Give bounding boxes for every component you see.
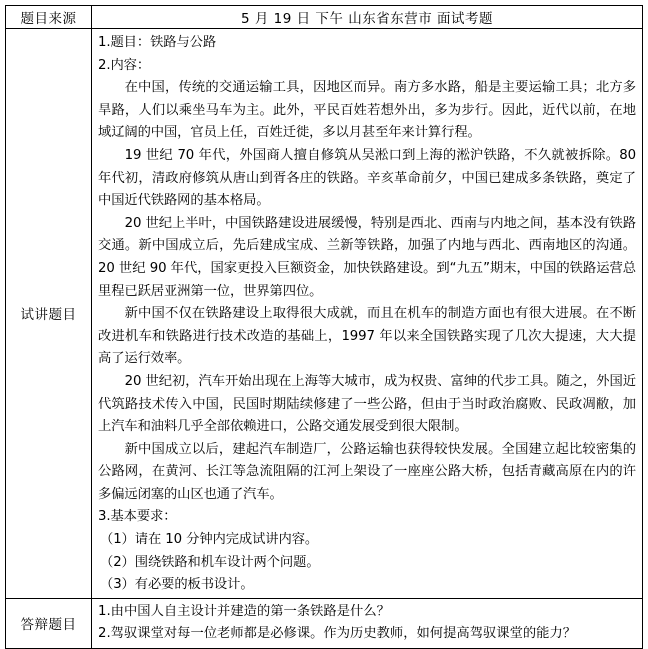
- content-paragraph: 在中国，传统的交通运输工具，因地区而异。南方多水路，船是主要运输工具；北方多旱路，人们以乘坐马车为主。此外，平民百姓若想外出，多为步行。因此，近代以前，在地域辽阔的中国，官员上任，百姓迁徙，多以月甚至年来计算行程。: [98, 80, 636, 141]
- exam-table: [5, 5, 643, 649]
- defense-label: 答辩题目: [6, 598, 92, 648]
- lecture-label: 试讲题目: [6, 29, 92, 599]
- lecture-content: [92, 29, 643, 599]
- content-paragraph: 新中国成立以后，建起汽车制造厂，公路运输也获得较快发展。全国建立起比较密集的公路网，在黄河、长江等急流阻隔的江河上架设了一座座公路大桥，包括青藏高原在内的许多偏远闭塞的山区也通了汽车。: [98, 441, 636, 502]
- content-paragraph: 20 世纪上半叶，中国铁路建设进展缓慢，特别是西北、西南与内地之间，基本没有铁路交通。新中国成立后，先后建成宝成、兰新等铁路，加强了内地与西北、西南地区的沟通。20 世纪 90 年代，国家更投入巨额资金，加快铁路建设。到“九五”期末，中国的铁路运营总里程已跃居亚洲第一位，世界第四位。: [98, 215, 636, 299]
- content-paragraph: 19 世纪 70 年代，外国商人擅自修筑从吴淞口到上海的淞沪铁路，不久就被拆除。80 年代初，清政府修筑从唐山到胥各庄的铁路。辛亥革命前夕，中国已建成多条铁路，奠定了中国近代铁路网的基本格局。: [98, 147, 636, 209]
- requirement-item: （2）围绕铁路和机车设计两个问题。: [100, 554, 320, 570]
- lecture-row: [6, 29, 643, 599]
- source-row: [6, 6, 643, 29]
- content-paragraph: 新中国不仅在铁路建设上取得很大成就，而且在机车的制造方面也有很大进展。在不断改进机车和铁路进行技术改造的基础上，1997 年以来全国铁路实现了几次大提速，大大提高了运行效率。: [98, 306, 636, 367]
- source-label: 题目来源: [6, 6, 92, 29]
- defense-question: 1.由中国人自主设计并建造的第一条铁路是什么？: [98, 603, 390, 619]
- requirement-item: （1）请在 10 分钟内完成试讲内容。: [100, 532, 319, 548]
- defense-content: [92, 598, 643, 648]
- lecture-topic: 1.题目：铁路与公路: [98, 35, 217, 50]
- content-heading: 2.内容：: [98, 57, 151, 73]
- content-paragraph: 20 世纪初，汽车开始出现在上海等大城市，成为权贵、富绅的代步工具。随之，外国近代筑路技术传入中国，民国时期陆续修建了一些公路，但由于当时政治腐败、民政凋敝，加上汽车和油料几乎全部依赖进口，公路交通发展受到很大限制。: [98, 373, 636, 435]
- defense-row: [6, 598, 643, 648]
- requirements-heading: 3.基本要求：: [98, 509, 177, 525]
- defense-question: 2.驾驭课堂对每一位老师都是必修课。作为历史教师，如何提高驾驭课堂的能力？: [98, 626, 577, 642]
- source-value: 5 月 19 日 下午 山东省东营市 面试考题: [92, 6, 643, 29]
- requirement-item: （3）有必要的板书设计。: [100, 577, 254, 593]
